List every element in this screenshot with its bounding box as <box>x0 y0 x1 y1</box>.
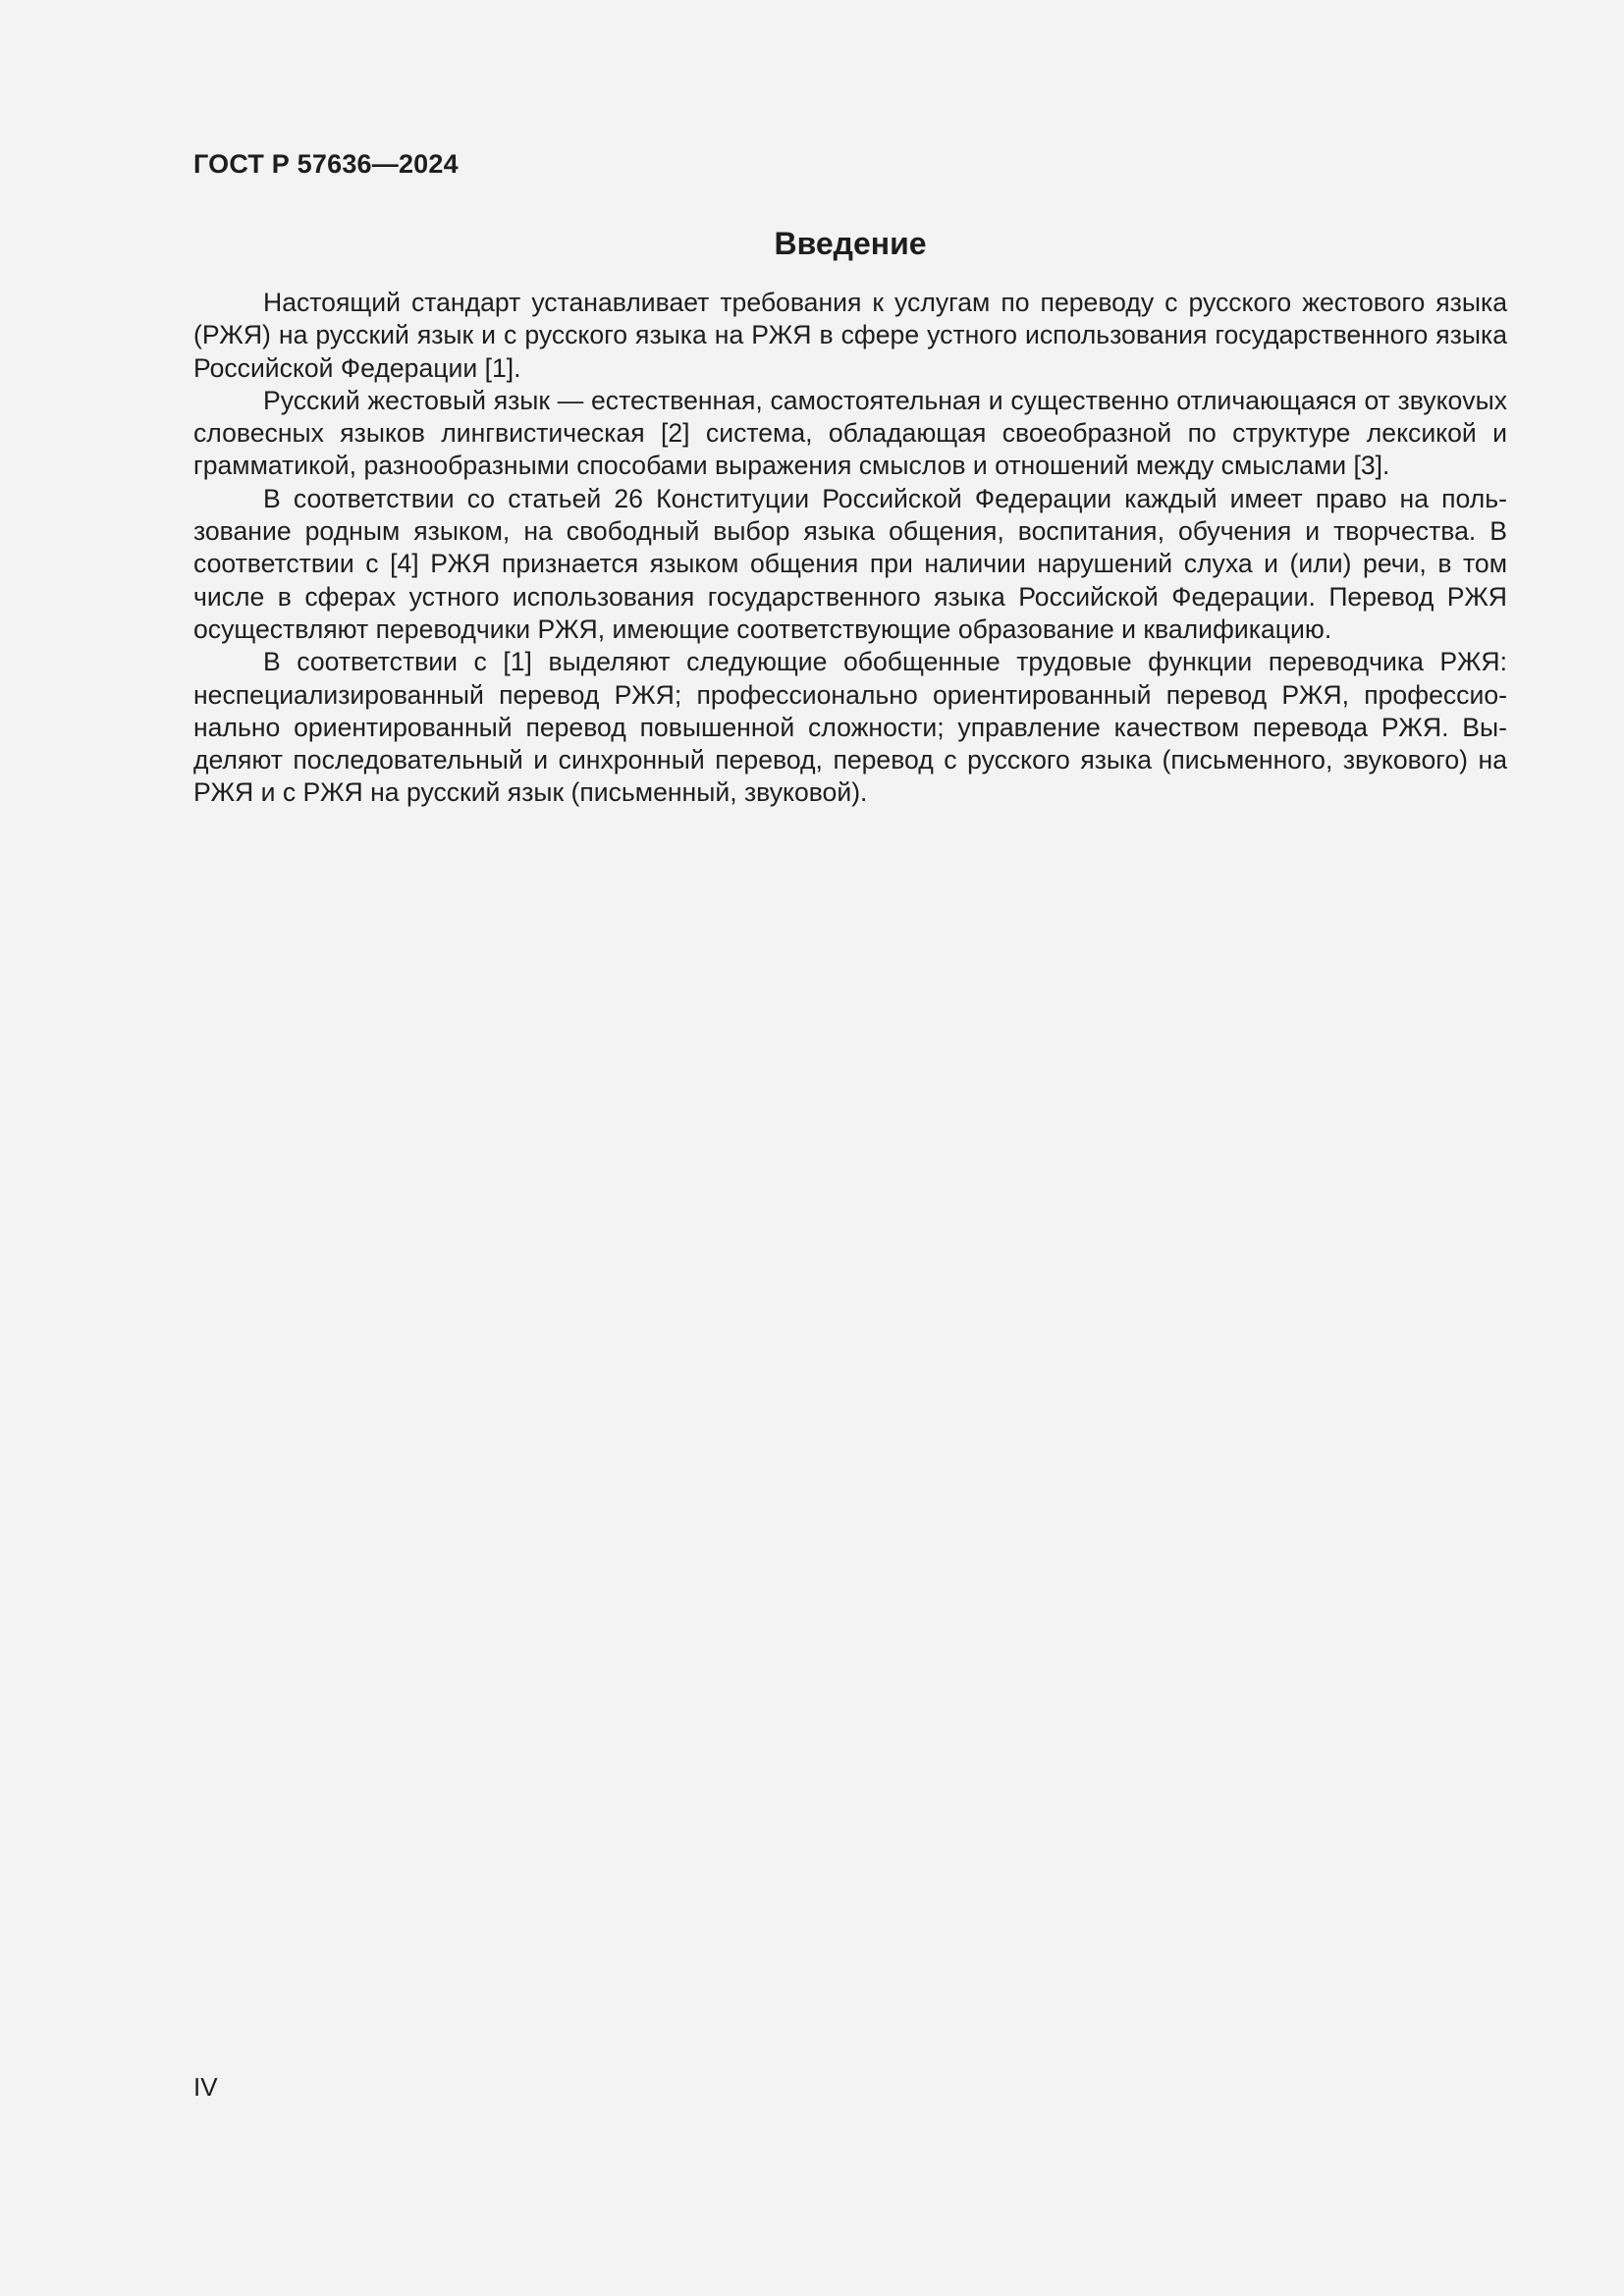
document-code: ГОСТ Р 57636—2024 <box>193 149 459 179</box>
paragraph: Настоящий стандарт устанавливает требования к услугам по переводу с русского жестового языка (РЖЯ) на русский язык и с русского языка на РЖЯ в сфере устного использования государственного языка Российской Федерации [1]. <box>193 288 1507 383</box>
page-number: IV <box>193 2072 218 2102</box>
paragraph: Русский жестовый язык — естественная, самостоятельная и существенно отличающаяся от звукоvых словесных языков лингвистическая [2] система, обладающая своеобразной по структуре лексикой и грамматикой, разнообразными способами выражения смыслов и отношений между смыслами [3]. <box>193 385 1507 481</box>
body-text <box>193 287 1507 810</box>
paragraph: В соответствии с [1] выделяют следующие обобщенные трудовые функции переводчика РЖЯ: неспециализированный перевод РЖЯ; профессионально ориентированный перевод РЖЯ, профессионально ориентированный перевод повышенной сложности; управление качеством перевода РЖЯ. Выделяют последовательный и синхронный перевод, перевод с русского языка (письменного, звукового) на РЖЯ и с РЖЯ на русский язык (письменный, звуковой). <box>193 647 1507 808</box>
paragraph: В соответствии со статьей 26 Конституции Российской Федерации каждый имеет право на пользование родным языком, на свободный выбор языка общения, воспитания, обучения и творчества. В соответствии с [4] РЖЯ признается языком общения при наличии нарушений слуха и (или) речи, в том числе в сферах устного использования государственного языка Российской Федерации. Перевод РЖЯ осуществляют переводчики РЖЯ, имеющие соответствующие образование и квалификацию. <box>193 483 1507 644</box>
section-title: Введение <box>774 226 927 261</box>
